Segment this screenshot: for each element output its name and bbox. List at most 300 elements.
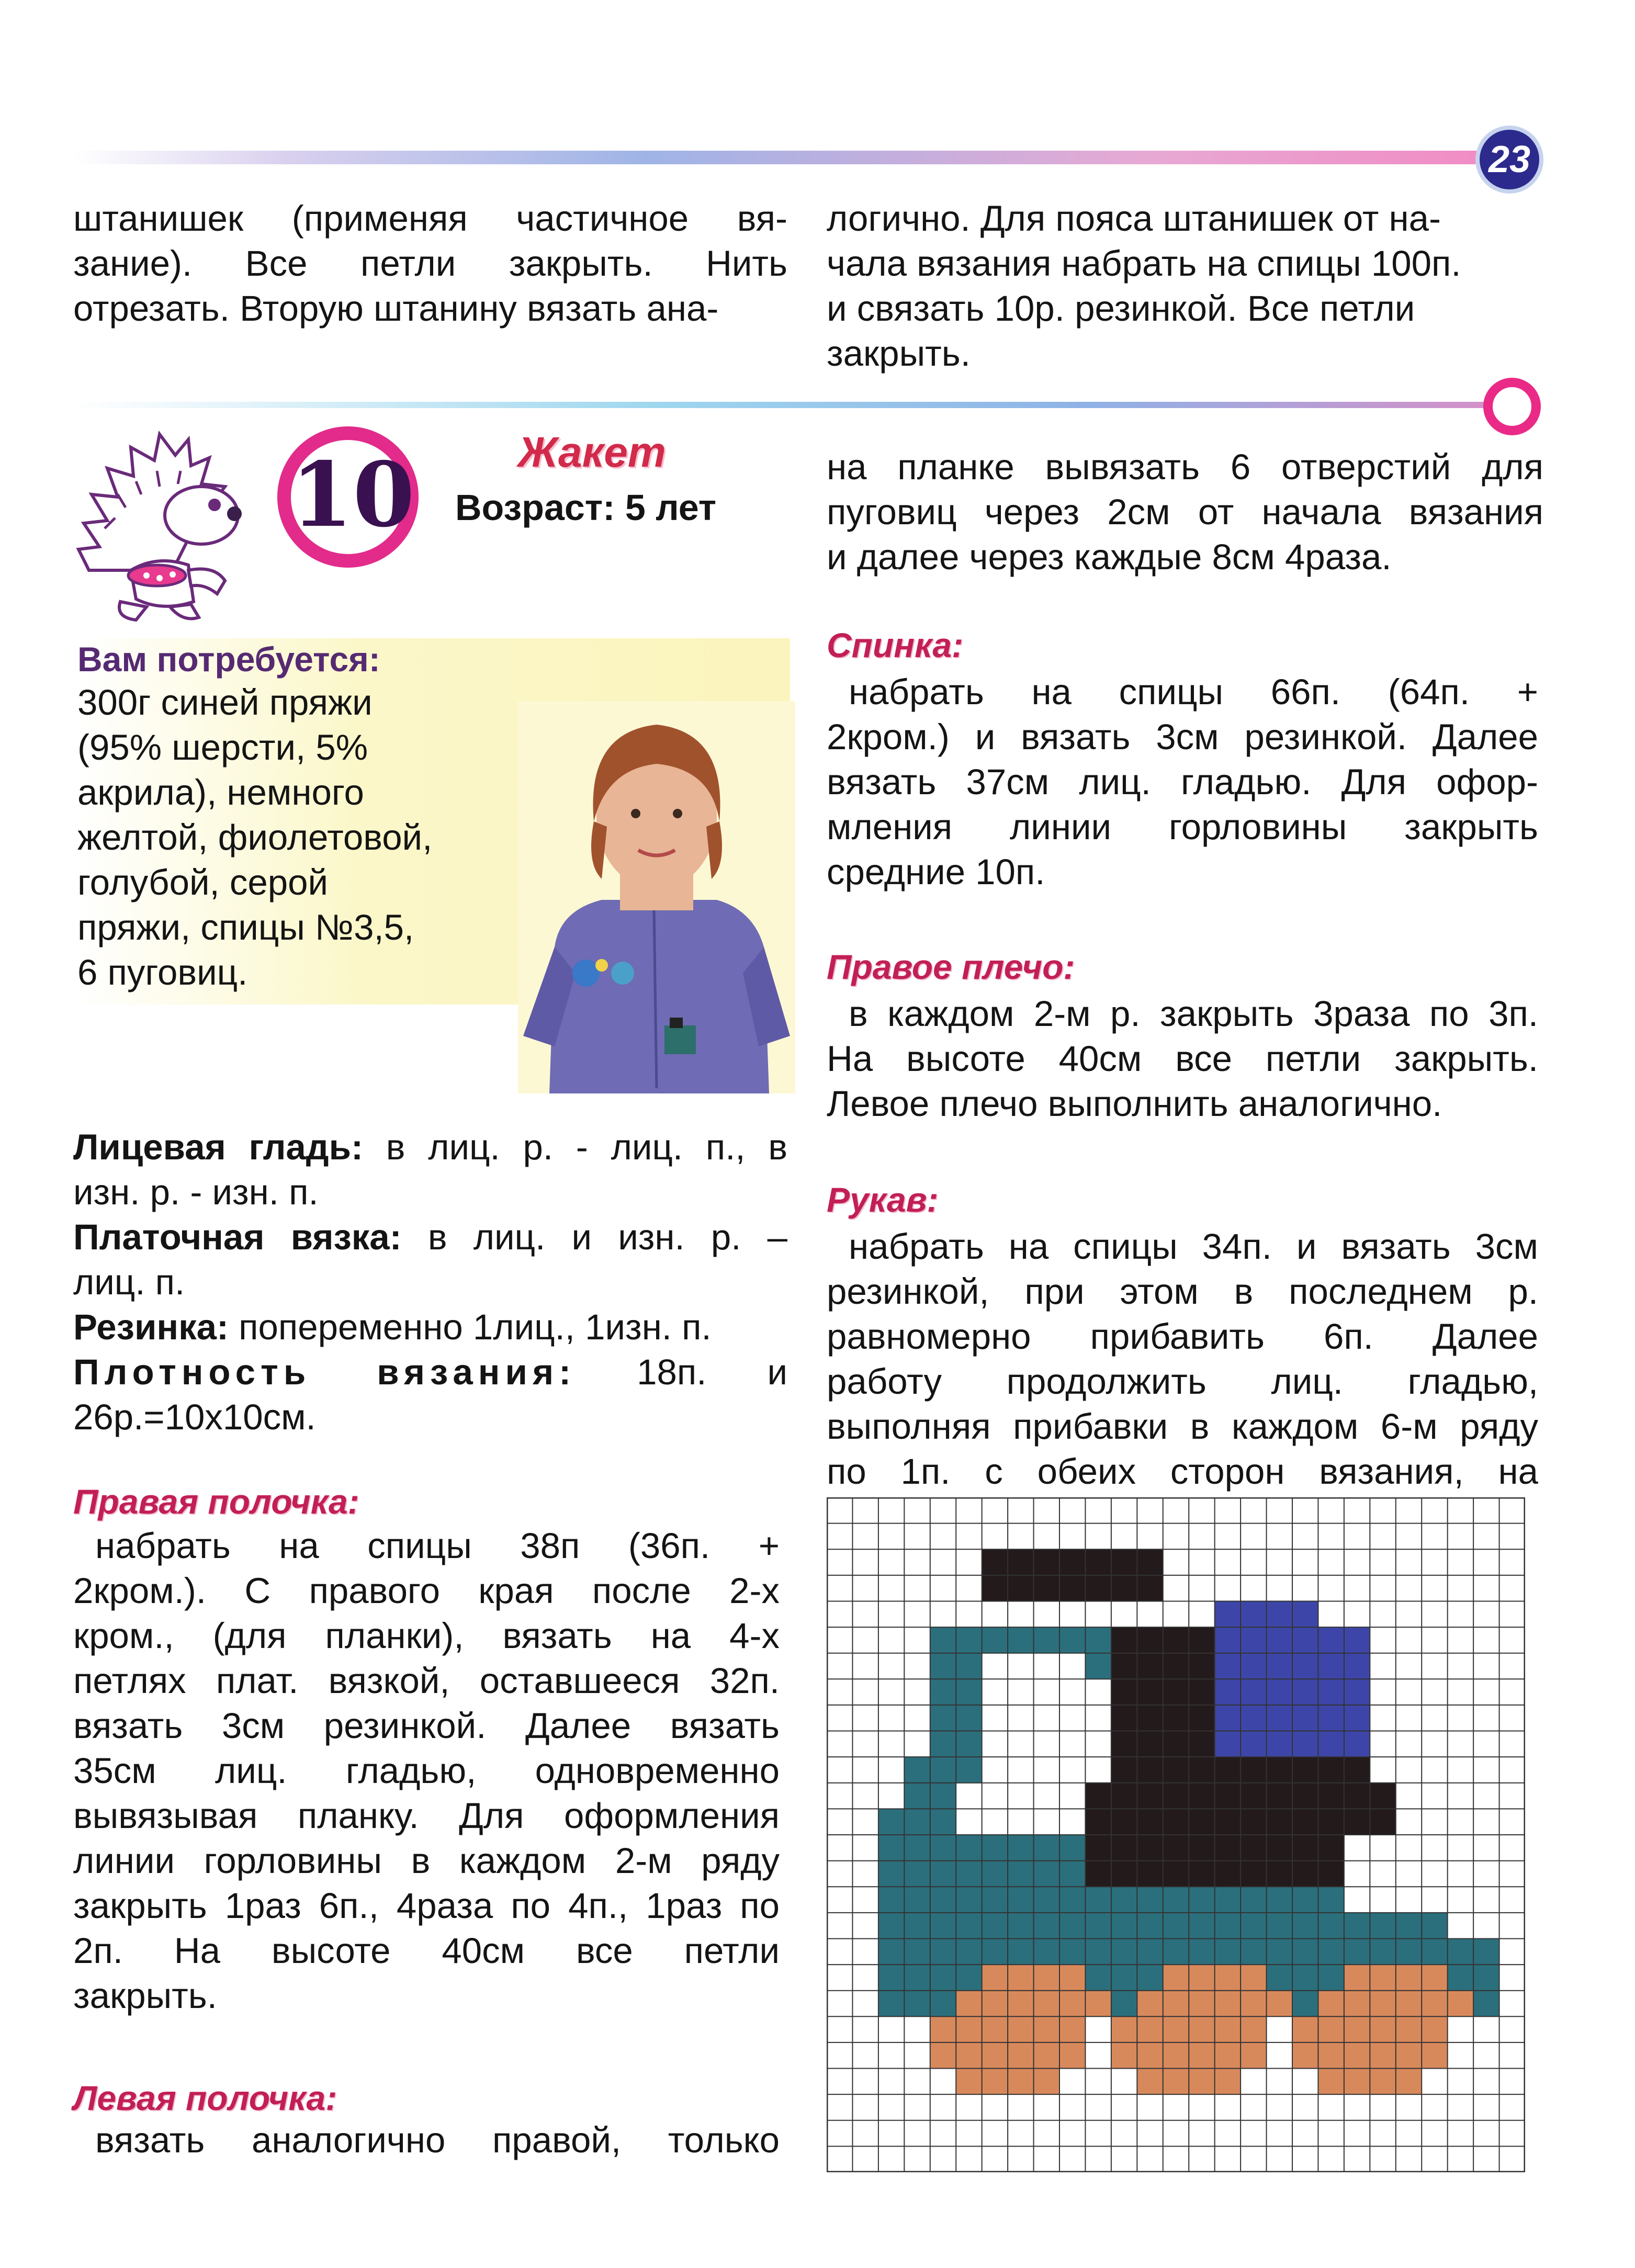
chart-cell — [1034, 1861, 1060, 1887]
chart-cell — [1008, 1887, 1034, 1913]
chart-cell — [1318, 1887, 1344, 1913]
gauge-text: 18п. и — [637, 1352, 788, 1392]
stockinette-term: Лицевая гладь: — [73, 1127, 363, 1167]
chart-cell — [930, 1835, 956, 1861]
pattern-number: 10 — [291, 443, 415, 547]
chart-cell — [1215, 1809, 1241, 1835]
chart-cell — [1396, 1938, 1422, 1965]
chart-cell — [1111, 1938, 1137, 1965]
chart-cell — [982, 2016, 1008, 2043]
text-line: равномерно прибавить 6п. Далее — [827, 1316, 1538, 1357]
chart-cell — [1422, 2016, 1448, 2043]
divider-ring-ornament — [1483, 378, 1541, 435]
chart-cell — [1008, 1991, 1034, 2017]
left-front-heading: Левая полочка: — [73, 2079, 337, 2117]
chart-cell — [1034, 2043, 1060, 2069]
chart-cell — [982, 1965, 1008, 1991]
chart-cell — [1137, 1783, 1163, 1809]
chart-cell — [1137, 1991, 1163, 2017]
right-shoulder-text — [827, 991, 1538, 1126]
chart-cell — [1344, 2069, 1370, 2095]
text-line: 35см лиц. гладью, одновременно — [73, 1751, 780, 1791]
chart-cell — [1473, 1965, 1499, 1991]
chart-cell — [1215, 2016, 1241, 2043]
text-line: 300г синей пряжи — [77, 682, 373, 723]
materials-list — [77, 680, 506, 995]
chart-cell — [1111, 1835, 1137, 1861]
text-line: 2п. На высоте 40см все петли — [73, 1931, 780, 1971]
chart-cell — [1189, 1965, 1215, 1991]
chart-cell — [1189, 1705, 1215, 1731]
chart-cell — [1241, 1991, 1267, 2017]
chart-cell — [1215, 2069, 1241, 2095]
chart-cell — [1189, 1887, 1215, 1913]
chart-cell — [1163, 1965, 1189, 1991]
chart-cell — [1292, 1731, 1318, 1757]
text-line: На высоте 40см все петли закрыть. — [827, 1039, 1538, 1079]
chart-cell — [930, 1861, 956, 1887]
chart-cell — [1422, 1938, 1448, 1965]
chart-cell — [1111, 2016, 1137, 2043]
chart-cell — [1008, 1861, 1034, 1887]
chart-cell — [1344, 1913, 1370, 1939]
chart-cell — [1059, 1913, 1086, 1939]
chart-cell — [1267, 1705, 1293, 1731]
chart-cell — [1241, 2043, 1267, 2069]
chart-cell — [1215, 1913, 1241, 1939]
chart-cell — [1085, 1549, 1111, 1575]
chart-cell — [1267, 1601, 1293, 1627]
chart-cell — [1137, 1549, 1163, 1575]
text-line: линии горловины в каждом 2-м ряду — [73, 1841, 780, 1881]
chart-cell — [1111, 1757, 1137, 1783]
chart-cell — [1189, 2016, 1215, 2043]
chart-cell — [1189, 1913, 1215, 1939]
text-line: изн. р. - изн. п. — [73, 1172, 319, 1212]
chart-cell — [1163, 2016, 1189, 2043]
text-line: набрать на спицы 34п. и вязать 3см — [849, 1226, 1538, 1267]
chart-cell — [982, 1938, 1008, 1965]
chart-cell — [1137, 1965, 1163, 1991]
text-line: лиц. п. — [73, 1262, 185, 1302]
chart-cell — [1344, 1965, 1370, 1991]
chart-cell — [1318, 1991, 1344, 2017]
chart-cell — [1085, 1861, 1111, 1887]
chart-cell — [1137, 1887, 1163, 1913]
chart-cell — [1137, 1705, 1163, 1731]
chart-cell — [1189, 1627, 1215, 1653]
chart-cell — [1267, 1757, 1293, 1783]
chart-cell — [1344, 1938, 1370, 1965]
chart-cell — [930, 1705, 956, 1731]
chart-cell — [1008, 1938, 1034, 1965]
chart-cell — [1111, 1653, 1137, 1679]
stockinette-line — [73, 1125, 787, 1170]
text-line: работу продолжить лиц. гладью, — [827, 1361, 1538, 1402]
chart-cell — [1034, 1575, 1060, 1601]
text-line: зание). Все петли закрыть. Нить — [73, 243, 787, 284]
chart-cell — [904, 1809, 930, 1835]
page-number-badge — [1475, 126, 1543, 194]
chart-cell — [1241, 1601, 1267, 1627]
text-line: набрать на спицы 66п. (64п. + — [849, 672, 1538, 712]
chart-cell — [1241, 2016, 1267, 2043]
chart-cell — [1318, 1913, 1344, 1939]
chart-cell — [1059, 1627, 1086, 1653]
chart-cell — [1111, 1809, 1137, 1835]
chart-cell — [878, 1809, 905, 1835]
chart-cell — [1215, 1653, 1241, 1679]
chart-cell — [1111, 2043, 1137, 2069]
chart-cell — [1292, 1783, 1318, 1809]
chart-cell — [1344, 2016, 1370, 2043]
chart-cell — [1189, 1809, 1215, 1835]
chart-cell — [1267, 1679, 1293, 1705]
chart-cell — [1137, 1731, 1163, 1757]
chart-cell — [1137, 1809, 1163, 1835]
chart-cell — [1241, 1913, 1267, 1939]
back-text — [827, 670, 1538, 895]
chart-cell — [904, 1887, 930, 1913]
chart-cell — [1163, 1757, 1189, 1783]
chart-cell — [878, 1938, 905, 1965]
chart-cell — [1034, 1627, 1060, 1653]
chart-cell — [982, 1549, 1008, 1575]
chart-cell — [1344, 1627, 1370, 1653]
chart-cell — [1008, 1835, 1034, 1861]
gauge-line — [73, 1350, 787, 1395]
chart-cell — [1189, 1938, 1215, 1965]
chart-cell — [1292, 1887, 1318, 1913]
chart-cell — [1034, 2069, 1060, 2095]
right-shoulder-heading: Правое плечо: — [827, 947, 1075, 986]
chart-cell — [930, 1757, 956, 1783]
stockinette-text: в лиц. р. - лиц. п., в — [386, 1127, 788, 1167]
chart-cell — [1111, 1783, 1137, 1809]
chart-cell — [1396, 2043, 1422, 2069]
chart-cell — [1318, 1731, 1344, 1757]
rib-line — [73, 1305, 787, 1350]
chart-cell — [1318, 1653, 1344, 1679]
chart-cell — [1473, 1938, 1499, 1965]
chart-cell — [1059, 1861, 1086, 1887]
buttonholes-text — [827, 445, 1543, 580]
chart-cell — [1422, 1913, 1448, 1939]
chart-cell — [1241, 1705, 1267, 1731]
chart-cell — [1370, 1938, 1396, 1965]
chart-cell — [1292, 1757, 1318, 1783]
chart-cell — [1137, 2016, 1163, 2043]
chart-cell — [904, 1861, 930, 1887]
chart-cell — [1008, 1913, 1034, 1939]
chart-cell — [1344, 1783, 1370, 1809]
text-line: чала вязания набрать на спицы 100п. — [827, 243, 1461, 284]
chart-cell — [956, 1887, 982, 1913]
text-line: акрила), немного — [77, 772, 364, 813]
chart-cell — [1241, 1809, 1267, 1835]
rib-text: попеременно 1лиц., 1изн. п. — [239, 1307, 712, 1347]
chart-cell — [1448, 1991, 1474, 2017]
chart-cell — [1241, 1938, 1267, 1965]
chart-cell — [956, 1627, 982, 1653]
chart-cell — [956, 1757, 982, 1783]
chart-cell — [1085, 1575, 1111, 1601]
garter-line — [73, 1215, 787, 1260]
top-divider — [73, 151, 1507, 164]
chart-cell — [1241, 1965, 1267, 1991]
text-line: желтой, фиолетовой, — [77, 817, 433, 857]
child-photo — [518, 701, 795, 1093]
chart-cell — [1085, 1783, 1111, 1809]
chart-cell — [1215, 1938, 1241, 1965]
chart-cell — [1189, 1731, 1215, 1757]
text-line: и связать 10р. резинкой. Все петли — [827, 288, 1415, 329]
text-line: пряжи, спицы №3,5, — [77, 907, 414, 947]
chart-cell — [1163, 1861, 1189, 1887]
text-line: кром., (для планки), вязать на 4-х — [73, 1616, 780, 1656]
chart-cell — [1137, 1913, 1163, 1939]
text-line: 26р.=10х10см. — [73, 1397, 316, 1437]
pattern-number-badge — [277, 426, 419, 568]
chart-cell — [1163, 2043, 1189, 2069]
chart-cell — [1318, 1938, 1344, 1965]
text-line: 6 пуговиц. — [77, 952, 248, 992]
chart-cell — [1163, 1887, 1189, 1913]
chart-cell — [1422, 1991, 1448, 2017]
chart-cell — [1034, 1938, 1060, 1965]
chart-cell — [1111, 1887, 1137, 1913]
chart-cell — [1085, 1913, 1111, 1939]
top-left-continuation — [73, 196, 787, 331]
chart-cell — [1059, 1549, 1086, 1575]
chart-cell — [1137, 1575, 1163, 1601]
chart-cell — [982, 1861, 1008, 1887]
text-line: на планке вывязать 6 отверстий для — [827, 447, 1543, 487]
chart-cell — [904, 1835, 930, 1861]
chart-cell — [1215, 1627, 1241, 1653]
chart-cell — [1292, 1991, 1318, 2017]
chart-cell — [1396, 1991, 1422, 2017]
chart-cell — [1370, 1783, 1396, 1809]
chart-cell — [930, 2016, 956, 2043]
chart-cell — [1163, 1938, 1189, 1965]
chart-cell — [1034, 1835, 1060, 1861]
chart-cell — [956, 1965, 982, 1991]
chart-cell — [1344, 1653, 1370, 1679]
chart-cell — [1292, 1938, 1318, 1965]
text-line: закрыть. — [827, 333, 971, 374]
chart-cell — [1008, 2069, 1034, 2095]
chart-cell — [1189, 2043, 1215, 2069]
chart-cell — [1267, 1913, 1293, 1939]
chart-cell — [956, 1913, 982, 1939]
chart-cell — [1034, 1887, 1060, 1913]
chart-cell — [1267, 1835, 1293, 1861]
chart-cell — [1292, 1653, 1318, 1679]
text-line: средние 10п. — [827, 852, 1045, 892]
chart-cell — [1292, 1809, 1318, 1835]
text-line: вязать 37см лиц. гладью. Для офор- — [827, 762, 1538, 802]
chart-cell — [878, 1861, 905, 1887]
chart-cell — [1267, 1861, 1293, 1887]
top-right-continuation — [827, 196, 1543, 376]
chart-cell — [1396, 2069, 1422, 2095]
chart-cell — [1292, 1913, 1318, 1939]
chart-cell — [1008, 2016, 1034, 2043]
chart-cell — [930, 1731, 956, 1757]
chart-cell — [1215, 1705, 1241, 1731]
chart-cell — [956, 1835, 982, 1861]
chart-cell — [904, 1913, 930, 1939]
chart-cell — [1034, 1913, 1060, 1939]
chart-cell — [1267, 1809, 1293, 1835]
chart-cell — [1241, 1887, 1267, 1913]
chart-cell — [1163, 1783, 1189, 1809]
chart-cell — [956, 1938, 982, 1965]
chart-cell — [1189, 1835, 1215, 1861]
chart-cell — [930, 1938, 956, 1965]
chart-cell — [1189, 1783, 1215, 1809]
chart-cell — [1318, 1861, 1344, 1887]
chart-cell — [1163, 1835, 1189, 1861]
chart-cell — [1189, 1861, 1215, 1887]
chart-cell — [1137, 2043, 1163, 2069]
text-line: отрезать. Вторую штанину вязать ана- — [73, 288, 719, 329]
chart-cell — [982, 2043, 1008, 2069]
chart-cell — [1370, 2016, 1396, 2043]
text-line: закрыть 1раз 6п., 4раза по 4п., 1раз по — [73, 1886, 780, 1926]
chart-cell — [1215, 1601, 1241, 1627]
text-line: логично. Для пояса штанишек от на- — [827, 198, 1441, 239]
chart-cell — [1137, 1679, 1163, 1705]
chart-cell — [930, 2043, 956, 2069]
chart-cell — [1267, 1965, 1293, 1991]
chart-cell — [1059, 2043, 1086, 2069]
chart-cell — [1059, 1991, 1086, 2017]
chart-cell — [1189, 1653, 1215, 1679]
chart-cell — [1215, 1965, 1241, 1991]
chart-cell — [982, 1991, 1008, 2017]
chart-cell — [1111, 1913, 1137, 1939]
chart-cell — [1241, 1757, 1267, 1783]
chart-cell — [1163, 1809, 1189, 1835]
chart-cell — [1370, 1965, 1396, 1991]
chart-cell — [1241, 1783, 1267, 1809]
chart-cell — [1473, 1991, 1499, 2017]
sleeve-text — [827, 1224, 1538, 1494]
chart-cell — [904, 1757, 930, 1783]
left-front-text — [73, 2118, 780, 2163]
text-line: закрыть. — [73, 1976, 217, 2016]
text-line: и далее через каждые 8см 4раза. — [827, 537, 1392, 577]
text-line: вязать аналогично правой, только — [95, 2120, 780, 2160]
chart-cell — [956, 1991, 982, 2017]
chart-cell — [1215, 1887, 1241, 1913]
chart-cell — [1215, 1861, 1241, 1887]
chart-cell — [1292, 2043, 1318, 2069]
text-line: в каждом 2-м р. закрыть 3раза по 3п. — [849, 994, 1538, 1034]
chart-cell — [1163, 2069, 1189, 2095]
chart-cell — [904, 1783, 930, 1809]
chart-cell — [1215, 1991, 1241, 2017]
chart-cell — [1241, 1627, 1267, 1653]
chart-cell — [1215, 1679, 1241, 1705]
chart-cell — [956, 1861, 982, 1887]
chart-cell — [1292, 1679, 1318, 1705]
chart-cell — [1163, 1653, 1189, 1679]
chart-cell — [1370, 2069, 1396, 2095]
chart-cell — [878, 1835, 905, 1861]
text-line: 2кром.). С правого края после 2-х — [73, 1571, 780, 1611]
chart-cell — [1318, 1627, 1344, 1653]
chart-cell — [930, 1965, 956, 1991]
section-divider — [73, 402, 1517, 408]
page-number: 23 — [1488, 139, 1531, 180]
text-line: петлях плат. вязкой, оставшееся 32п. — [73, 1661, 780, 1701]
chart-cell — [1085, 1627, 1111, 1653]
text-line: (95% шерсти, 5% — [77, 727, 368, 768]
chart-cell — [1370, 2043, 1396, 2069]
chart-cell — [1215, 1757, 1241, 1783]
chart-cell — [1137, 1627, 1163, 1653]
stitch-definitions — [73, 1125, 787, 1440]
chart-cell — [1059, 1835, 1086, 1861]
chart-cell — [1448, 1938, 1474, 1965]
chart-cell — [1111, 1731, 1137, 1757]
back-heading: Спинка: — [827, 626, 964, 664]
chart-cell — [1163, 1705, 1189, 1731]
chart-cell — [956, 1653, 982, 1679]
chart-cell — [1137, 2069, 1163, 2095]
text-line: штанишек (применяя частичное вя- — [73, 198, 787, 239]
chart-cell — [956, 2069, 982, 2095]
age-label: Возраст: 5 лет — [455, 487, 717, 528]
chart-cell — [1111, 1705, 1137, 1731]
text-line: вывязывая планку. Для оформления — [73, 1796, 780, 1836]
right-front-heading: Правая полочка: — [73, 1482, 359, 1521]
chart-cell — [1292, 2016, 1318, 2043]
chart-cell — [982, 1913, 1008, 1939]
chart-cell — [1215, 1783, 1241, 1809]
chart-cell — [878, 1887, 905, 1913]
chart-cell — [1267, 1653, 1293, 1679]
text-line: пуговиц через 2см от начала вязания — [827, 492, 1543, 532]
right-front-text — [73, 1524, 780, 2018]
chart-cell — [1292, 1705, 1318, 1731]
chart-cell — [1085, 1938, 1111, 1965]
chart-cell — [1034, 1549, 1060, 1575]
chart-cell — [1241, 1835, 1267, 1861]
chart-cell — [1215, 1731, 1241, 1757]
chart-cell — [1422, 1965, 1448, 1991]
text-line: выполняя прибавки в каждом 6-м ряду — [827, 1406, 1538, 1447]
chart-cell — [956, 2016, 982, 2043]
chart-cell — [1008, 1627, 1034, 1653]
text-line: набрать на спицы 38п (36п. + — [95, 1526, 780, 1566]
sleeve-heading: Рукав: — [827, 1180, 939, 1219]
chart-cell — [956, 1731, 982, 1757]
rib-term: Резинка: — [73, 1307, 229, 1347]
chart-cell — [1267, 1731, 1293, 1757]
chart-cell — [1318, 1705, 1344, 1731]
chart-cell — [1241, 1653, 1267, 1679]
chart-cell — [930, 1653, 956, 1679]
text-line: 2кром.) и вязать 3см резинкой. Далее — [827, 717, 1538, 757]
chart-cell — [1163, 1913, 1189, 1939]
chart-cell — [982, 1627, 1008, 1653]
chart-cell — [1059, 1887, 1086, 1913]
chart-cell — [1318, 2069, 1344, 2095]
